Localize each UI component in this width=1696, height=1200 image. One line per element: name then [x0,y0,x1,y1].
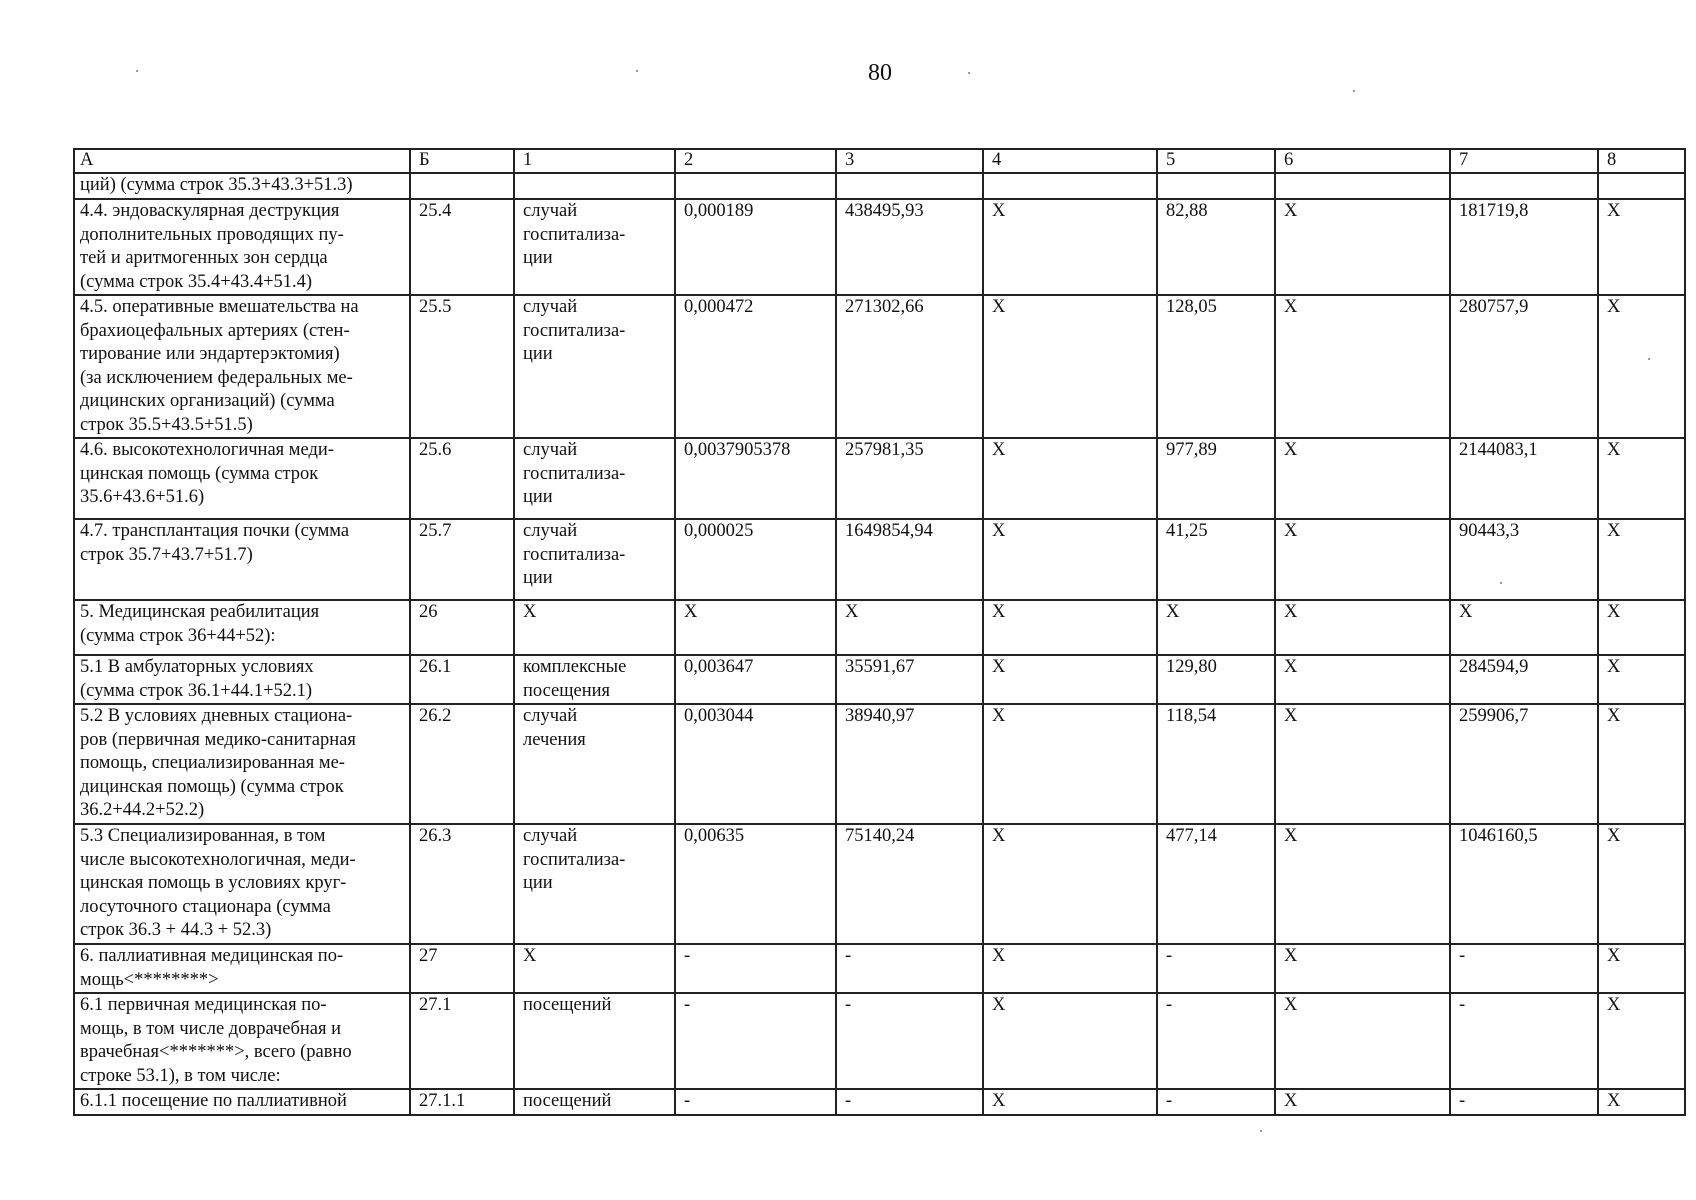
table-cell: - [1157,993,1275,1089]
page-number: 80 [868,60,892,86]
table-cell: - [1450,1089,1598,1115]
table-cell: X [983,295,1157,438]
table-cell: случай госпитализа- ции [514,824,675,944]
table-cell: случай госпитализа- ции [514,199,675,295]
table-cell [1450,173,1598,199]
table-row [74,704,1685,824]
table-cell: X [1157,600,1275,655]
table-cell: X [836,600,983,655]
table-row [74,944,1685,993]
table-cell: 129,80 [1157,655,1275,704]
table-cell: случай госпитализа- ции [514,438,675,519]
table-cell: 284594,9 [1450,655,1598,704]
table-cell: комплексные посещения [514,655,675,704]
table-cell: X [1275,438,1450,519]
table-cell: 271302,66 [836,295,983,438]
table-cell: случай госпитализа- ции [514,295,675,438]
table-cell: X [1598,519,1685,600]
table-header-row [74,149,1685,173]
table-cell: 90443,3 [1450,519,1598,600]
table-row [74,173,1685,199]
table-cell: 259906,7 [1450,704,1598,824]
table-cell: - [1157,944,1275,993]
table-cell: 0,003044 [675,704,836,824]
table-cell: X [1598,824,1685,944]
table-cell: 6.1.1 посещение по паллиативной [74,1089,410,1115]
table-cell: 25.4 [410,199,514,295]
table-cell [675,173,836,199]
column-header: 2 [675,149,836,173]
column-header: 4 [983,149,1157,173]
table-cell: X [983,944,1157,993]
table-cell: 1649854,94 [836,519,983,600]
table-row [74,519,1685,600]
column-header: Б [410,149,514,173]
table-cell: 82,88 [1157,199,1275,295]
scan-speck [1500,582,1502,584]
table-cell [410,173,514,199]
table-cell: - [675,993,836,1089]
table-cell: X [1275,993,1450,1089]
table-cell: X [1598,438,1685,519]
scan-speck [1353,90,1355,92]
table-cell: X [675,600,836,655]
table-cell [1275,173,1450,199]
table-cell: 26.3 [410,824,514,944]
table-cell: X [1450,600,1598,655]
table-cell: 438495,93 [836,199,983,295]
table-cell: 25.7 [410,519,514,600]
table-cell: 25.5 [410,295,514,438]
column-header: 3 [836,149,983,173]
table-cell: X [1598,655,1685,704]
scan-speck [136,70,138,72]
table-cell [514,173,675,199]
table-cell: X [1275,944,1450,993]
scan-speck [636,70,638,72]
table-cell: 27.1 [410,993,514,1089]
table-cell: X [1275,600,1450,655]
table-cell: X [1275,655,1450,704]
table-cell: ций) (сумма строк 35.3+43.3+51.3) [74,173,410,199]
table-cell: X [983,824,1157,944]
table-cell: 5.1 В амбулаторных условиях (сумма строк 36.1+44.1+52.1) [74,655,410,704]
table-cell: 26 [410,600,514,655]
table-cell: - [836,1089,983,1115]
table-cell: 477,14 [1157,824,1275,944]
table-row [74,295,1685,438]
table-cell: X [1598,1089,1685,1115]
table-cell [1598,173,1685,199]
table-cell: - [1450,944,1598,993]
column-header: 8 [1598,149,1685,173]
table-cell: X [514,600,675,655]
table-cell: 4.7. трансплантация почки (сумма строк 35.7+43.7+51.7) [74,519,410,600]
table-cell: X [1275,295,1450,438]
table-cell: 5.3 Специализированная, в том числе высокотехнологичная, меди- цинская помощь в условиях круг- лосуточного стационара (сумма строк 36.3 + 44.3 + 52.3) [74,824,410,944]
table-cell: - [836,944,983,993]
table-cell: посещений [514,1089,675,1115]
table-cell: - [675,1089,836,1115]
table-cell: 181719,8 [1450,199,1598,295]
table-row [74,438,1685,519]
table-cell: 38940,97 [836,704,983,824]
table-cell: - [675,944,836,993]
table-cell: 118,54 [1157,704,1275,824]
table-cell: 6.1 первичная медицинская по- мощь, в том числе доврачебная и врачебная<*******>, всего (равно строке 53.1), в том числе: [74,993,410,1089]
table-cell: 26.1 [410,655,514,704]
table-cell: 0,000472 [675,295,836,438]
table-cell: X [1275,199,1450,295]
table-cell: 280757,9 [1450,295,1598,438]
table-cell: 0,003647 [675,655,836,704]
table-cell: X [1275,824,1450,944]
table-cell [1157,173,1275,199]
scan-speck [1260,1130,1262,1132]
table-cell: 0,000025 [675,519,836,600]
table-cell: X [983,199,1157,295]
table-cell: X [983,655,1157,704]
table-cell: X [1275,1089,1450,1115]
table-cell: 4.6. высокотехнологичная меди- цинская помощь (сумма строк 35.6+43.6+51.6) [74,438,410,519]
table-cell: X [983,704,1157,824]
table-cell: 2144083,1 [1450,438,1598,519]
table-cell: X [983,1089,1157,1115]
column-header: 1 [514,149,675,173]
table-cell: 1046160,5 [1450,824,1598,944]
table-cell: 75140,24 [836,824,983,944]
table-cell: 5.2 В условиях дневных стациона- ров (первичная медико-санитарная помощь, специализированная ме- дицинская помощь) (сумма строк 36.2+44.2+52.2) [74,704,410,824]
table-row [74,1089,1685,1115]
table-cell: случай госпитализа- ции [514,519,675,600]
table-cell: 4.5. оперативные вмешательства на брахиоцефальных артериях (стен- тирование или эндартерэктомия) (за исключением федеральных ме- дицинских организаций) (сумма строк 35.5+43.5+51.5) [74,295,410,438]
table-cell: 0,0037905378 [675,438,836,519]
table-cell: X [983,993,1157,1089]
table-cell: X [983,438,1157,519]
table-cell [836,173,983,199]
table-cell [983,173,1157,199]
table-cell: 128,05 [1157,295,1275,438]
table-cell: - [1157,1089,1275,1115]
table-cell: - [836,993,983,1089]
table-cell: 257981,35 [836,438,983,519]
table-cell: 4.4. эндоваскулярная деструкция дополнительных проводящих пу- тей и аритмогенных зон сердца (сумма строк 35.4+43.4+51.4) [74,199,410,295]
column-header: 6 [1275,149,1450,173]
table-row [74,655,1685,704]
table-cell: случай лечения [514,704,675,824]
table-row [74,600,1685,655]
table-cell: - [1450,993,1598,1089]
table-cell: 977,89 [1157,438,1275,519]
table-cell: X [1275,704,1450,824]
table-cell: X [1598,944,1685,993]
table-row [74,993,1685,1089]
table-row [74,199,1685,295]
table-cell: 35591,67 [836,655,983,704]
column-header: 5 [1157,149,1275,173]
table-cell: X [514,944,675,993]
table-cell: 26.2 [410,704,514,824]
table-cell: X [1598,600,1685,655]
table-cell: 27.1.1 [410,1089,514,1115]
table-cell: X [1598,295,1685,438]
table-cell: X [1598,993,1685,1089]
table-cell: X [983,519,1157,600]
data-table [73,148,1686,1116]
table-cell: X [1598,704,1685,824]
scan-speck [968,72,970,74]
table-cell: 5. Медицинская реабилитация (сумма строк 36+44+52): [74,600,410,655]
table-cell: 41,25 [1157,519,1275,600]
table-cell: X [1598,199,1685,295]
column-header: А [74,149,410,173]
scan-speck [1648,358,1650,360]
table-row [74,824,1685,944]
table-cell: 27 [410,944,514,993]
table-cell: 0,000189 [675,199,836,295]
table-cell: 0,00635 [675,824,836,944]
table-cell: 6. паллиативная медицинская по- мощь<********> [74,944,410,993]
table-cell: посещений [514,993,675,1089]
table-cell: X [983,600,1157,655]
table-cell: X [1275,519,1450,600]
column-header: 7 [1450,149,1598,173]
table-cell: 25.6 [410,438,514,519]
